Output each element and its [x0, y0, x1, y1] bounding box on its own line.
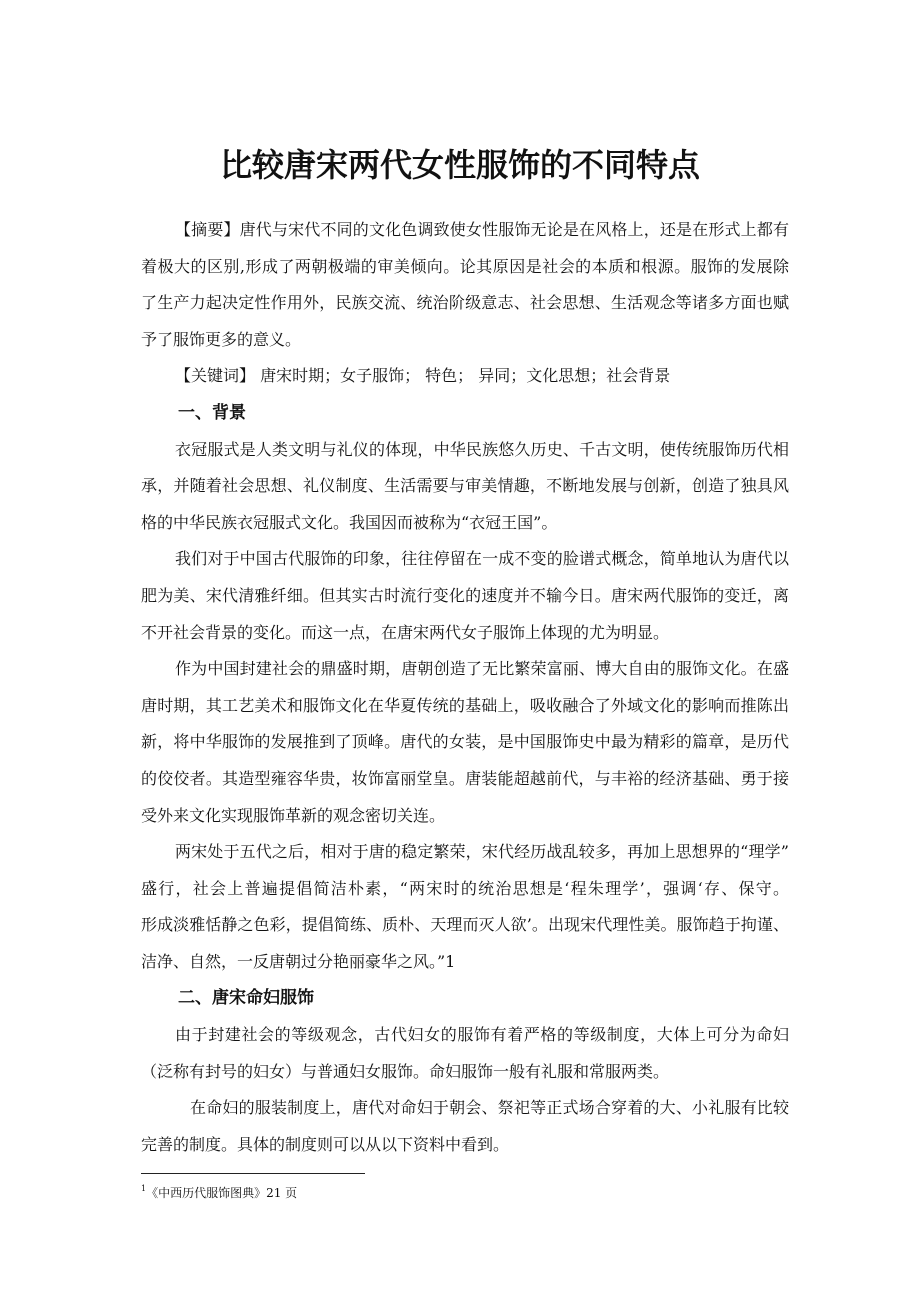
- paragraph-line: 新，将中华服饰的发展推到了顶峰。唐代的女装，是中国服饰史中最为精彩的篇章，是历代: [141, 732, 789, 752]
- abstract-line: 予了服饰更多的意义。: [141, 329, 302, 349]
- paragraph-line: 洁净、自然，一反唐朝过分艳丽豪华之风。”1: [141, 951, 456, 971]
- keywords: 【关键词】 唐宋时期；女子服饰； 特色； 异同；文化思想；社会背景: [175, 366, 671, 386]
- paragraph-line: 完善的制度。具体的制度则可以从以下资料中看到。: [141, 1134, 510, 1154]
- section-heading: 二、唐宋命妇服饰: [178, 988, 314, 1009]
- paragraph-line: 肥为美、宋代清雅纤细。但其实古时流行变化的速度并不输今日。唐宋两代服饰的变迁，离: [141, 585, 789, 605]
- paragraph-line: 格的中华民族衣冠服式文化。我国因而被称为“衣冠王国”。: [141, 512, 558, 532]
- abstract-line: 了生产力起决定性作用外，民族交流、统治阶级意志、社会思想、生活观念等诸多方面也赋: [141, 293, 789, 313]
- paragraph-line: 在命妇的服装制度上，唐代对命妇于朝会、祭祀等正式场合穿着的大、小礼服有比较: [190, 1098, 789, 1118]
- page-title: 比较唐宋两代女性服饰的不同特点: [219, 146, 700, 184]
- paragraph-line: 两宋处于五代之后，相对于唐的稳定繁荣，宋代经历战乱较多，再加上思想界的“理学”: [175, 842, 789, 862]
- footnote-text: 《中西历代服饰图典》21 页: [146, 1186, 298, 1200]
- footnote: [141, 1184, 297, 1201]
- footnote-mark: 1: [141, 1184, 147, 1193]
- paragraph-line: 衣冠服式是人类文明与礼仪的体现，中华民族悠久历史、千古文明，使传统服饰历代相: [175, 439, 789, 459]
- paragraph-line: 受外来文化实现服饰革新的观念密切关连。: [141, 805, 446, 825]
- section-heading: 一、背景: [178, 402, 246, 423]
- abstract-line: 着极大的区别,形成了两朝极端的审美倾向。论其原因是社会的本质和根源。服饰的发展除: [141, 256, 789, 276]
- paragraph-line: 由于封建社会的等级观念，古代妇女的服饰有着严格的等级制度，大体上可分为命妇: [175, 1025, 789, 1045]
- document-body: [141, 212, 789, 1163]
- paragraph-line: 形成淡雅恬静之色彩，提倡简练、质朴、天理而灭人欲’。出现宋代理性美。服饰趋于拘谨、: [141, 915, 789, 935]
- paragraph-line: 我们对于中国古代服饰的印象，往往停留在一成不变的脸谱式概念，简单地认为唐代以: [175, 549, 789, 569]
- paragraph-line: 承，并随着社会思想、礼仪制度、生活需要与审美情趣，不断地发展与创新，创造了独具风: [141, 476, 789, 496]
- paragraph-line: （泛称有封号的妇女）与普通妇女服饰。命妇服饰一般有礼服和常服两类。: [141, 1061, 670, 1081]
- paragraph-line: 不开社会背景的变化。而这一点，在唐宋两代女子服饰上体现的尤为明显。: [141, 622, 670, 642]
- paragraph-line: 盛行，社会上普遍提倡简洁朴素，“两宋时的统治思想是‘程朱理学’，强调‘存、保守。: [141, 878, 789, 898]
- paragraph-line: 唐时期，其工艺美术和服饰文化在华夏传统的基础上，吸收融合了外域文化的影响而推陈出: [141, 695, 789, 715]
- paragraph-line: 的佼佼者。其造型雍容华贵，妆饰富丽堂皇。唐装能超越前代，与丰裕的经济基础、勇于接: [141, 768, 789, 788]
- abstract-line: 【摘要】唐代与宋代不同的文化色调致使女性服饰无论是在风格上，还是在形式上都有: [175, 220, 789, 239]
- paragraph-line: 作为中国封建社会的鼎盛时期，唐朝创造了无比繁荣富丽、博大自由的服饰文化。在盛: [175, 659, 789, 679]
- footnote-separator: [141, 1173, 365, 1174]
